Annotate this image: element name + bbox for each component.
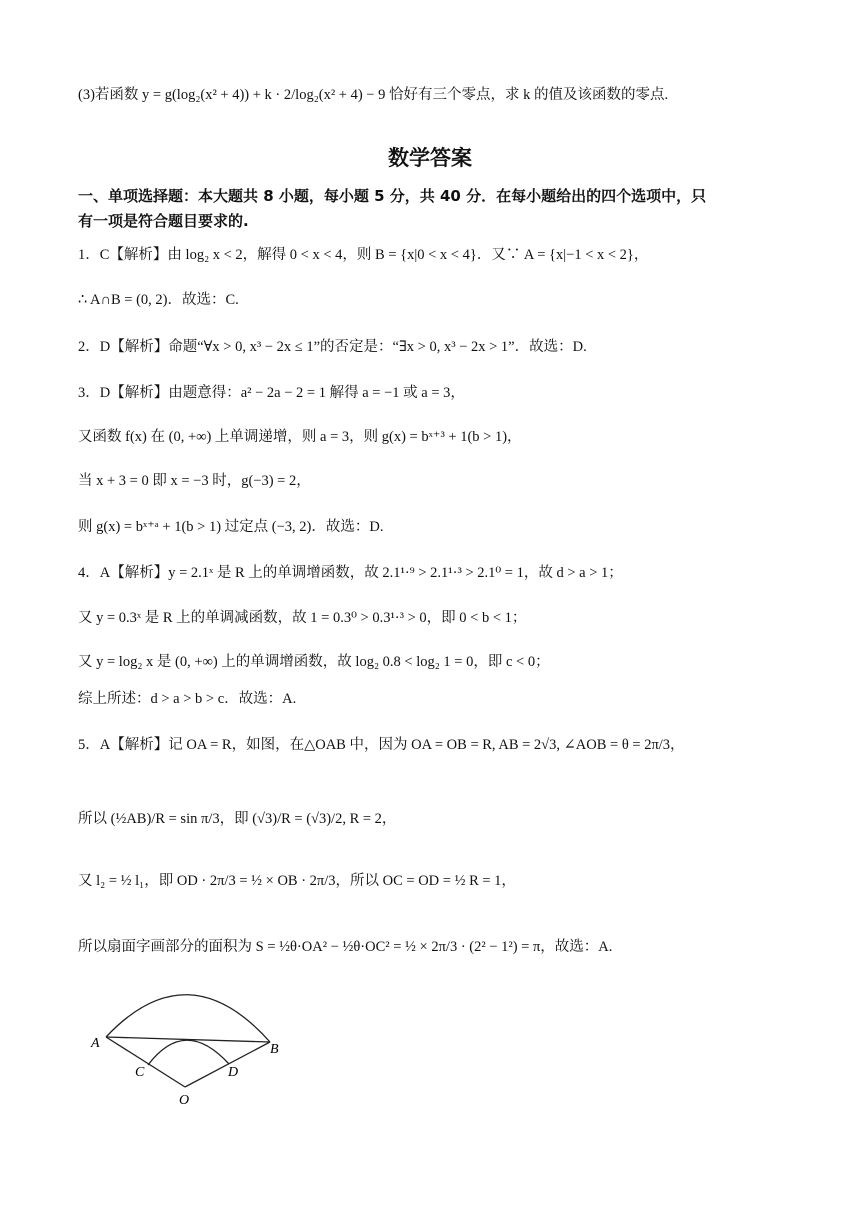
label-a: A (91, 1036, 100, 1051)
answer-line: 3．D【解析】由题意得：a² − 2a − 2 = 1 解得 a = −1 或 a = 3， (78, 385, 465, 401)
label-d: D (228, 1065, 239, 1080)
answer-line: 5．A【解析】记 OA = R，如图，在△OAB 中，因为 OA = OB = R, AB = 2√3, ∠AOB = θ = 2π/3， (78, 737, 685, 753)
fan-figure (88, 990, 308, 1115)
answer-line: 所以扇面字画部分的面积为 S = ½θ·OA² − ½θ·OC² = ½ × 2π/3 · (2² − 1²) = π，故选：A. (78, 939, 613, 955)
answer-line: 4．A【解析】y = 2.1ˣ 是 R 上的单调增函数，故 2.1¹·⁹ > 2.1¹·³ > 2.1⁰ = 1，故 d > a > 1； (78, 565, 623, 581)
outer-arc (106, 995, 270, 1042)
answer-line: 综上所述：d > a > b > c．故选：A. (78, 691, 297, 707)
section-heading-line1: 一、单项选择题：本大题共 8 小题，每小题 5 分，共 40 分．在每小题给出的四个选项中，只 (78, 187, 707, 205)
radius-oa (106, 1037, 185, 1087)
top-question: (3)若函数 y = g(log₂(x² + 4)) + k · 2/log₂(x² + 4) − 9 恰好有三个零点，求 k 的值及该函数的零点. (78, 87, 669, 103)
label-c: C (135, 1065, 145, 1080)
answer-line: 又函数 f(x) 在 (0, +∞) 上单调递增，则 a = 3，则 g(x) = bˣ⁺³ + 1(b > 1)， (78, 429, 522, 445)
section-heading-line2: 有一项是符合题目要求的. (78, 212, 249, 230)
answer-line: 当 x + 3 = 0 即 x = −3 时，g(−3) = 2， (78, 473, 311, 489)
answer-line: 2．D【解析】命题“∀x > 0, x³ − 2x ≤ 1”的否定是：“∃x > 0, x³ − 2x > 1”．故选：D. (78, 339, 587, 355)
answer-line: ∴ A∩B = (0, 2)．故选：C. (78, 292, 239, 308)
answer-line: 又 y = log₂ x 是 (0, +∞) 上的单调增函数，故 log₂ 0.8 < log₂ 1 = 0，即 c < 0； (78, 654, 550, 670)
page-title: 数学答案 (388, 146, 472, 170)
chord-ab (106, 1037, 270, 1042)
answer-line: 所以 (½AB)/R = sin π/3，即 (√3)/R = (√3)/2, R = 2， (78, 811, 397, 827)
answer-line: 又 y = 0.3ˣ 是 R 上的单调减函数，故 1 = 0.3⁰ > 0.3¹·³ > 0，即 0 < b < 1； (78, 610, 527, 626)
answer-line: 1．C【解析】由 log₂ x < 2，解得 0 < x < 4，则 B = {x|0 < x < 4}．又∵ A = {x|−1 < x < 2}， (78, 247, 649, 263)
answer-line: 则 g(x) = bˣ⁺ᵃ + 1(b > 1) 过定点 (−3, 2)．故选：D. (78, 519, 384, 535)
inner-arc (148, 1040, 229, 1065)
answer-line: 又 l₂ = ½ l₁，即 OD · 2π/3 = ½ × OB · 2π/3，所以 OC = OD = ½ R = 1， (78, 873, 516, 889)
label-b: B (270, 1042, 279, 1057)
label-o: O (179, 1093, 190, 1108)
fan-diagram (88, 990, 308, 1119)
